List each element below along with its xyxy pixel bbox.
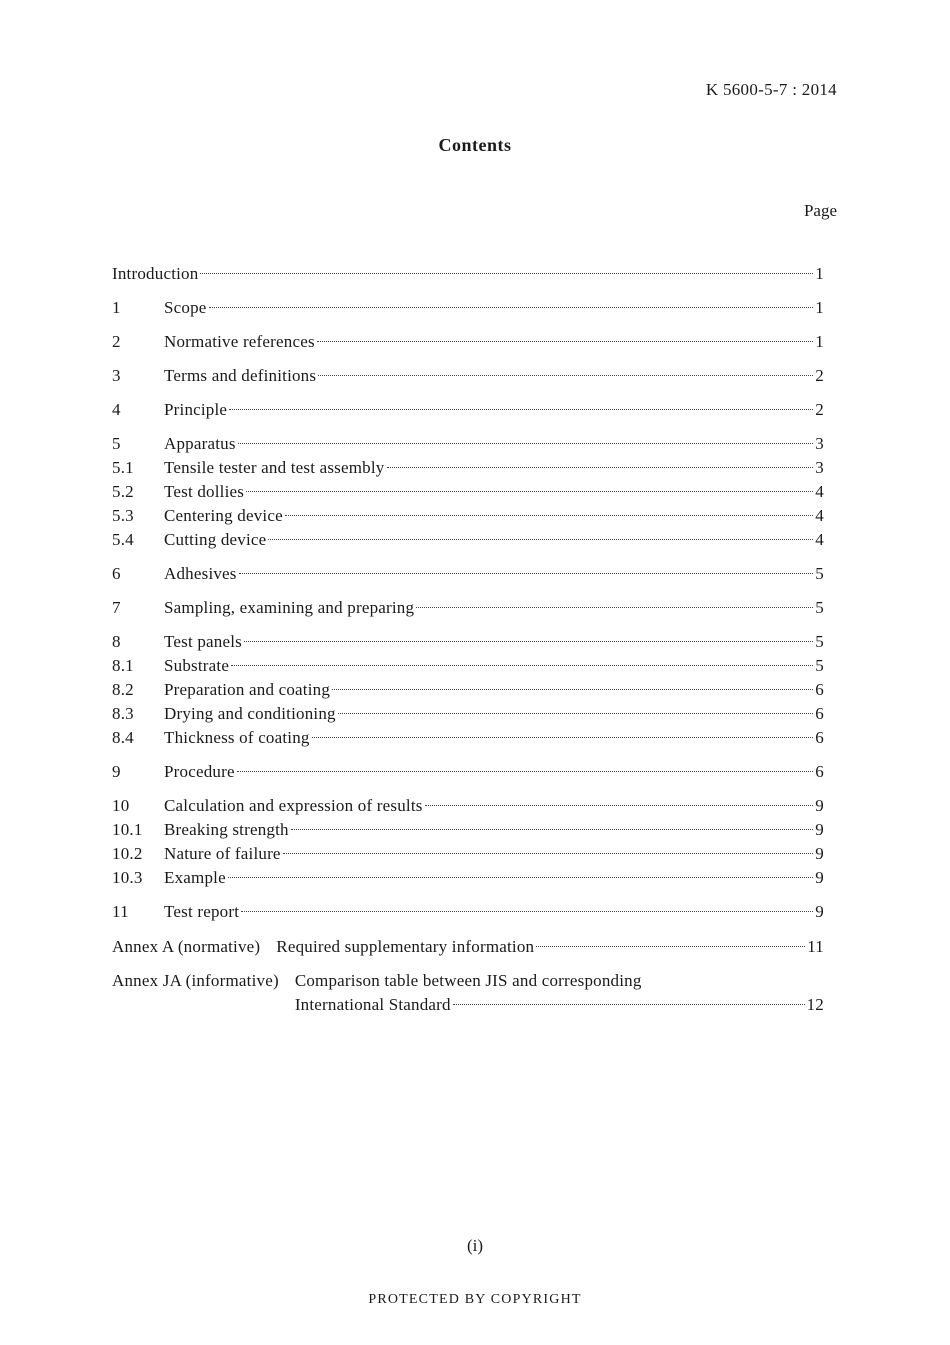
toc-entry-number: 8.2	[112, 680, 134, 699]
toc-entry-page: 3	[815, 434, 824, 453]
toc-entry-title: Normative references	[164, 332, 315, 351]
toc-entry[interactable]	[112, 504, 824, 528]
dot-leader	[239, 573, 814, 574]
dot-leader	[453, 1004, 805, 1005]
toc-entry-page: 5	[815, 656, 824, 675]
toc-annex-ja[interactable]	[112, 969, 824, 1017]
toc-entry-title: Sampling, examining and preparing	[164, 598, 415, 617]
toc-entry-title: Apparatus	[164, 434, 236, 453]
toc-entry-number: 10.3	[112, 868, 143, 887]
dot-leader	[283, 853, 814, 854]
toc-entry-title: Calculation and expression of results	[164, 796, 423, 815]
dot-leader	[238, 443, 814, 444]
toc-entry-title: Test report	[164, 902, 240, 921]
toc-entry[interactable]	[112, 794, 824, 818]
toc-entry-number: 5.3	[112, 506, 134, 525]
toc-entry-number: 3	[112, 366, 121, 385]
toc-entry-page: 2	[815, 366, 824, 385]
table-of-contents	[112, 262, 824, 1017]
annex-ja-title-line2: International Standard	[294, 995, 451, 1014]
dot-leader	[285, 515, 813, 516]
toc-entry-title: Tensile tester and test assembly	[164, 458, 385, 477]
toc-entry-title: Test panels	[164, 632, 242, 651]
page-title: Contents	[438, 135, 512, 155]
toc-entry-page: 9	[815, 796, 824, 815]
toc-entry-title: Scope	[164, 298, 207, 317]
dot-leader	[291, 829, 814, 830]
toc-entry-number: 7	[112, 598, 121, 617]
toc-entry[interactable]	[112, 398, 824, 422]
annex-a-label: Annex A (normative)	[112, 937, 261, 956]
toc-entry-page: 6	[815, 704, 824, 723]
toc-entry-page: 9	[815, 902, 824, 921]
toc-entry[interactable]	[112, 630, 824, 654]
toc-entry[interactable]	[112, 456, 824, 480]
toc-entry-title: Procedure	[164, 762, 235, 781]
toc-entry-title: Thickness of coating	[164, 728, 310, 747]
toc-entry-title: Introduction	[112, 264, 199, 283]
toc-entry[interactable]	[112, 678, 824, 702]
toc-entry-number: 6	[112, 564, 121, 583]
toc-entry-page: 9	[815, 844, 824, 863]
toc-entry[interactable]	[112, 562, 824, 586]
toc-entry-title: Drying and conditioning	[164, 704, 336, 723]
footer-page-number: (i)	[466, 1236, 484, 1255]
annex-ja-title-block	[295, 969, 824, 1017]
dot-leader	[244, 641, 813, 642]
dot-leader	[209, 307, 814, 308]
dot-leader	[200, 273, 813, 274]
toc-entry-page: 2	[815, 400, 824, 419]
dot-leader	[312, 737, 814, 738]
toc-entry[interactable]	[112, 596, 824, 620]
annex-ja-title-line1: Comparison table between JIS and corresponding	[294, 971, 642, 990]
dot-leader	[332, 689, 813, 690]
dot-leader	[317, 341, 814, 342]
dot-leader	[425, 805, 814, 806]
toc-entry-number: 10.1	[112, 820, 143, 839]
toc-entry-title: Nature of failure	[164, 844, 281, 863]
dot-leader	[228, 877, 813, 878]
toc-entry-number: 8.3	[112, 704, 134, 723]
toc-entry-number: 5.4	[112, 530, 134, 549]
toc-entry-number: 1	[112, 298, 121, 317]
dot-leader	[268, 539, 813, 540]
toc-entry-page: 5	[815, 632, 824, 651]
toc-entry-title: Substrate	[164, 656, 230, 675]
toc-entry[interactable]	[112, 702, 824, 726]
toc-entry[interactable]	[112, 296, 824, 320]
toc-entry-page: 1	[815, 332, 824, 351]
dot-leader	[416, 607, 813, 608]
toc-entry[interactable]	[112, 262, 824, 286]
toc-entry-page: 6	[815, 680, 824, 699]
dot-leader	[387, 467, 814, 468]
toc-entry-page: 9	[815, 820, 824, 839]
page-column-label: Page	[803, 201, 837, 220]
toc-entry-number: 10.2	[112, 844, 143, 863]
toc-entry-number: 4	[112, 400, 121, 419]
toc-entry-page: 4	[815, 506, 824, 525]
toc-entry-page: 5	[815, 598, 824, 617]
toc-entry-number: 10	[112, 796, 130, 815]
toc-entry-title: Test dollies	[164, 482, 245, 501]
dot-leader	[246, 491, 813, 492]
toc-entry-page: 1	[815, 264, 824, 283]
toc-entry[interactable]	[112, 654, 824, 678]
annex-a-title: Required supplementary information	[276, 937, 535, 956]
toc-entry-number: 8.4	[112, 728, 134, 747]
toc-entry-title: Example	[164, 868, 226, 887]
toc-entry[interactable]	[112, 432, 824, 456]
toc-entry-number: 8	[112, 632, 121, 651]
toc-entry-title: Breaking strength	[164, 820, 289, 839]
toc-entry[interactable]	[112, 480, 824, 504]
toc-entry-page: 4	[815, 482, 824, 501]
toc-entry-number: 9	[112, 762, 121, 781]
toc-entry-number: 5.1	[112, 458, 134, 477]
toc-entry-number: 5.2	[112, 482, 134, 501]
toc-entry-title: Centering device	[164, 506, 283, 525]
toc-entry-number: 5	[112, 434, 121, 453]
toc-entry-page: 1	[815, 298, 824, 317]
annex-a-page: 11	[807, 937, 824, 956]
toc-entry-page: 9	[815, 868, 824, 887]
dot-leader	[536, 946, 805, 947]
toc-entry-page: 5	[815, 564, 824, 583]
annex-ja-label: Annex JA (informative)	[112, 971, 279, 990]
toc-entry-title: Preparation and coating	[164, 680, 331, 699]
toc-entry[interactable]	[112, 364, 824, 388]
toc-entry-title: Cutting device	[164, 530, 267, 549]
toc-entry[interactable]	[112, 528, 824, 552]
toc-entry-page: 4	[815, 530, 824, 549]
dot-leader	[338, 713, 814, 714]
toc-entry-number: 2	[112, 332, 121, 351]
copyright-notice: PROTECTED BY COPYRIGHT	[368, 1292, 582, 1307]
annex-ja-title-line2-row	[295, 993, 824, 1017]
toc-entry-page: 3	[815, 458, 824, 477]
dot-leader	[237, 771, 814, 772]
toc-entry[interactable]	[112, 330, 824, 354]
annex-ja-page: 12	[806, 995, 824, 1014]
toc-entry-page: 6	[815, 762, 824, 781]
toc-entry-title: Adhesives	[164, 564, 237, 583]
toc-entry-title: Principle	[164, 400, 228, 419]
toc-entry-number: 8.1	[112, 656, 134, 675]
toc-entry-title: Terms and definitions	[164, 366, 317, 385]
toc-entry[interactable]	[112, 726, 824, 750]
toc-entry[interactable]	[112, 866, 824, 890]
toc-entry[interactable]	[112, 842, 824, 866]
dot-leader	[231, 665, 813, 666]
toc-annex-a[interactable]	[112, 935, 824, 959]
toc-entry[interactable]	[112, 900, 824, 924]
toc-entry-page: 6	[815, 728, 824, 747]
toc-entry[interactable]	[112, 818, 824, 842]
toc-entry[interactable]	[112, 760, 824, 784]
toc-entry-number: 11	[112, 902, 129, 921]
document-id: K 5600-5-7 : 2014	[705, 80, 837, 99]
dot-leader	[241, 911, 813, 912]
dot-leader	[318, 375, 813, 376]
dot-leader	[229, 409, 813, 410]
